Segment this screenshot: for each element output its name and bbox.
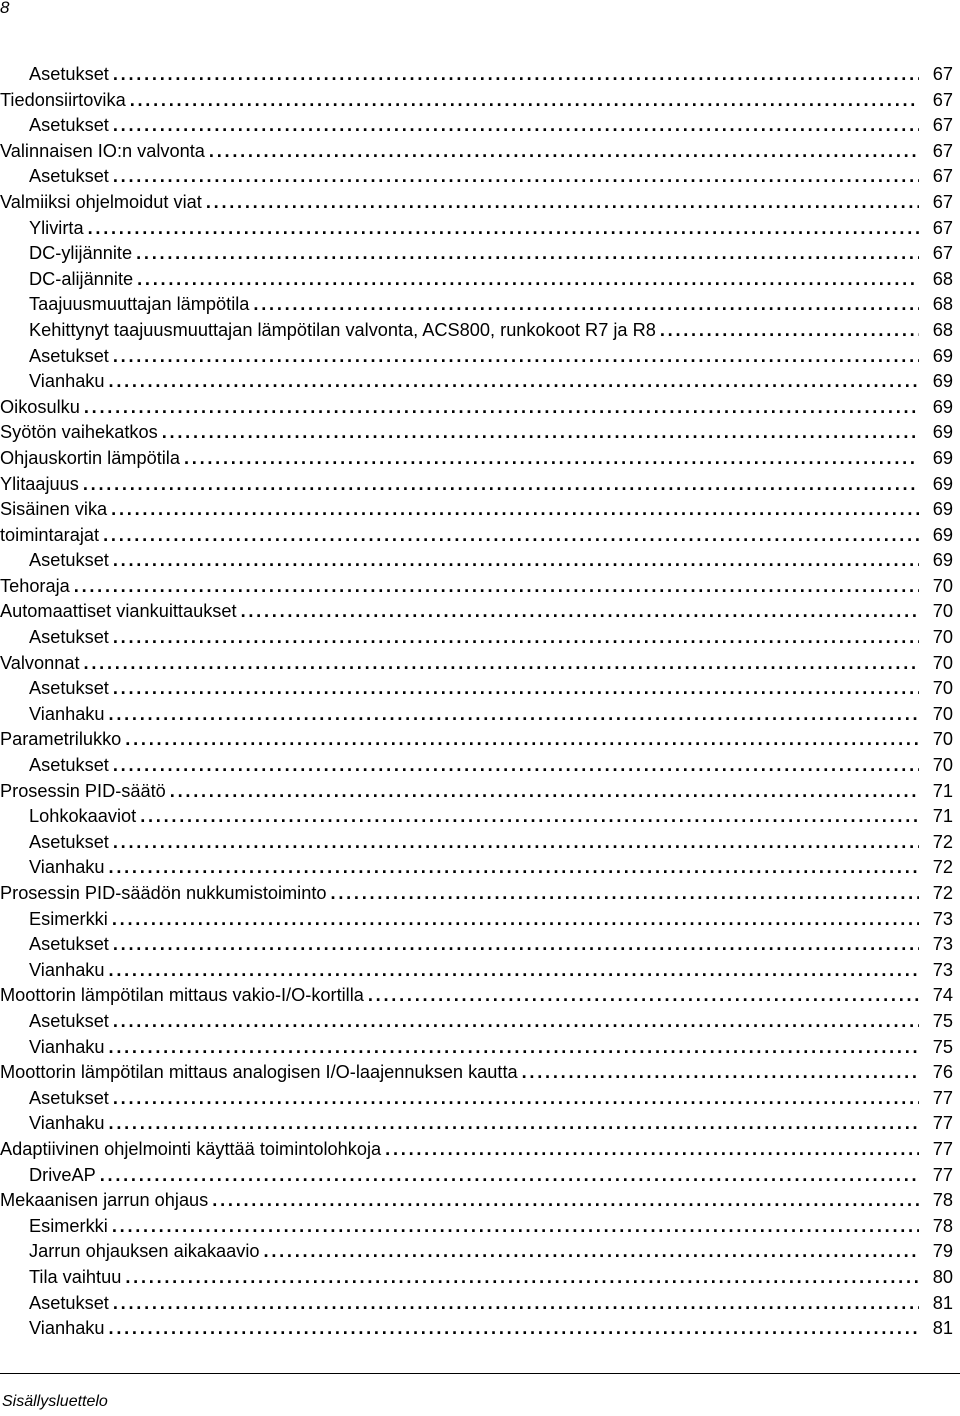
toc-entry-page: 77	[932, 1164, 953, 1185]
dot-leader	[113, 113, 919, 139]
toc-entry[interactable]	[0, 830, 955, 856]
toc-entry-page: 74	[932, 985, 953, 1006]
toc-entry[interactable]	[0, 727, 955, 753]
toc-entry-page: 70	[932, 729, 953, 750]
toc-entry-label: Tiedonsiirtovika	[0, 89, 126, 110]
toc-entry[interactable]	[0, 1111, 955, 1137]
dot-leader	[109, 855, 919, 881]
dot-leader	[130, 88, 919, 114]
toc-entry[interactable]	[0, 804, 955, 830]
dot-leader	[113, 62, 919, 88]
toc-entry-label: Kehittynyt taajuusmuuttajan lämpötilan valvonta, ACS800, runkokoot R7 ja R8	[29, 319, 656, 340]
toc-entry-page: 67	[932, 140, 953, 161]
dot-leader	[113, 753, 919, 779]
toc-entry-label: Ohjauskortin lämpötila	[0, 447, 180, 468]
toc-entry-label: Asetukset	[29, 550, 109, 571]
toc-entry-page: 73	[932, 908, 953, 929]
toc-entry[interactable]	[0, 497, 955, 523]
toc-entry[interactable]	[0, 88, 955, 114]
toc-entry-page: 70	[932, 755, 953, 776]
dot-leader	[84, 395, 919, 421]
dot-leader	[368, 983, 919, 1009]
toc-entry-label: Asetukset	[29, 1292, 109, 1313]
toc-entry-page: 70	[932, 678, 953, 699]
toc-entry[interactable]	[0, 369, 955, 395]
dot-leader	[109, 958, 919, 984]
toc-entry-page: 69	[932, 396, 953, 417]
toc-entry[interactable]	[0, 1137, 955, 1163]
dot-leader	[109, 1035, 919, 1061]
dot-leader	[84, 651, 919, 677]
toc-entry[interactable]	[0, 548, 955, 574]
dot-leader	[113, 164, 919, 190]
toc-entry[interactable]	[0, 625, 955, 651]
dot-leader	[112, 1214, 919, 1240]
toc-entry-label: Esimerkki	[29, 1215, 108, 1236]
toc-entry-page: 75	[932, 1010, 953, 1031]
toc-entry-label: Vianhaku	[29, 1113, 105, 1134]
toc-entry[interactable]	[0, 1214, 955, 1240]
toc-entry-page: 67	[932, 217, 953, 238]
dot-leader	[264, 1239, 919, 1265]
dot-leader	[113, 830, 919, 856]
toc-entry-page: 70	[932, 703, 953, 724]
dot-leader	[113, 625, 919, 651]
toc-entry-label: Vianhaku	[29, 371, 105, 392]
table-of-contents	[0, 62, 955, 1342]
toc-entry[interactable]	[0, 1316, 955, 1342]
toc-entry[interactable]	[0, 1265, 955, 1291]
toc-entry-label: Taajuusmuuttajan lämpötila	[29, 294, 250, 315]
dot-leader	[170, 779, 919, 805]
toc-entry-page: 70	[932, 575, 953, 596]
toc-entry[interactable]	[0, 932, 955, 958]
toc-entry-label: toimintarajat	[0, 524, 100, 545]
toc-entry-page: 72	[932, 831, 953, 852]
toc-entry-label: Tila vaihtuu	[29, 1266, 122, 1287]
toc-entry-label: Vianhaku	[29, 703, 105, 724]
dot-leader	[206, 190, 919, 216]
dot-leader	[111, 497, 919, 523]
dot-leader	[136, 241, 919, 267]
toc-entry[interactable]	[0, 779, 955, 805]
toc-entry-page: 77	[932, 1113, 953, 1134]
toc-entry-label: Mekaanisen jarrun ohjaus	[0, 1190, 209, 1211]
dot-leader	[125, 727, 919, 753]
toc-entry-label: Sisäinen vika	[0, 499, 108, 520]
toc-entry[interactable]	[0, 216, 955, 242]
toc-entry-label: Asetukset	[29, 1087, 109, 1108]
toc-entry-label: Vianhaku	[29, 857, 105, 878]
dot-leader	[241, 599, 919, 625]
dot-leader	[253, 292, 919, 318]
toc-entry-page: 79	[932, 1241, 953, 1262]
dot-leader	[112, 907, 919, 933]
toc-entry-label: Vianhaku	[29, 1036, 105, 1057]
dot-leader	[103, 523, 919, 549]
toc-entry[interactable]	[0, 292, 955, 318]
toc-entry-page: 81	[932, 1292, 953, 1313]
dot-leader	[140, 804, 919, 830]
toc-entry-label: Asetukset	[29, 345, 109, 366]
toc-entry-page: 71	[932, 806, 953, 827]
toc-entry-label: Adaptiivinen ohjelmointi käyttää toimintolohkoja	[0, 1138, 382, 1159]
toc-entry[interactable]	[0, 1188, 955, 1214]
toc-entry-label: Asetukset	[29, 934, 109, 955]
toc-entry[interactable]	[0, 472, 955, 498]
toc-entry[interactable]	[0, 1291, 955, 1317]
dot-leader	[113, 1086, 919, 1112]
toc-entry[interactable]	[0, 1060, 955, 1086]
toc-entry[interactable]	[0, 907, 955, 933]
toc-entry[interactable]	[0, 983, 955, 1009]
toc-entry[interactable]	[0, 1009, 955, 1035]
toc-entry-page: 80	[932, 1266, 953, 1287]
toc-entry-label: Vianhaku	[29, 959, 105, 980]
toc-entry-page: 69	[932, 499, 953, 520]
toc-entry-label: Ylivirta	[29, 217, 84, 238]
toc-entry-page: 69	[932, 473, 953, 494]
footer-divider	[0, 1373, 960, 1374]
toc-entry[interactable]	[0, 1239, 955, 1265]
dot-leader	[212, 1188, 919, 1214]
toc-entry-page: 78	[932, 1215, 953, 1236]
dot-leader	[109, 702, 919, 728]
dot-leader	[162, 420, 919, 446]
toc-entry-page: 69	[932, 422, 953, 443]
toc-entry-page: 68	[932, 268, 953, 289]
toc-entry[interactable]	[0, 62, 955, 88]
toc-entry-label: Prosessin PID-säädön nukkumistoiminto	[0, 883, 327, 903]
toc-entry[interactable]	[0, 958, 955, 984]
dot-leader	[100, 1163, 919, 1189]
dot-leader	[109, 1316, 919, 1342]
toc-entry-page: 69	[932, 447, 953, 468]
toc-entry-page: 75	[932, 1036, 953, 1057]
toc-entry-page: 68	[932, 294, 953, 315]
toc-entry-page: 72	[932, 883, 953, 903]
toc-entry[interactable]	[0, 164, 955, 190]
dot-leader	[209, 139, 919, 165]
toc-entry-label: Valinnaisen IO:n valvonta	[0, 140, 205, 161]
toc-entry[interactable]	[0, 190, 955, 216]
toc-entry-label: Oikosulku	[0, 396, 80, 417]
toc-entry-label: Asetukset	[29, 115, 109, 136]
toc-entry-label: DriveAP	[29, 1164, 96, 1185]
dot-leader	[109, 1111, 919, 1137]
toc-entry-label: DC-ylijännite	[29, 243, 133, 264]
toc-entry[interactable]	[0, 267, 955, 293]
toc-entry-label: Esimerkki	[29, 908, 108, 929]
toc-entry-page: 77	[932, 1138, 953, 1159]
toc-entry-page: 70	[932, 601, 953, 622]
dot-leader	[113, 676, 919, 702]
toc-entry[interactable]	[0, 1163, 955, 1189]
toc-entry[interactable]	[0, 753, 955, 779]
toc-entry-label: Valvonnat	[0, 652, 80, 673]
toc-entry-page: 68	[932, 319, 953, 340]
dot-leader	[113, 1291, 919, 1317]
toc-entry-page: 69	[932, 371, 953, 392]
toc-entry-page: 81	[932, 1318, 953, 1339]
toc-entry-label: Moottorin lämpötilan mittaus analogisen I/O-laajennuksen kautta	[0, 1062, 518, 1083]
toc-entry-label: Tehoraja	[0, 575, 70, 596]
toc-entry-label: Asetukset	[29, 627, 109, 648]
toc-entry[interactable]	[0, 881, 955, 907]
toc-entry[interactable]	[0, 139, 955, 165]
toc-entry-label: Moottorin lämpötilan mittaus vakio-I/O-kortilla	[0, 985, 364, 1006]
toc-entry-page: 70	[932, 652, 953, 673]
toc-entry[interactable]	[0, 1086, 955, 1112]
toc-entry-label: Asetukset	[29, 166, 109, 187]
toc-entry-label: Valmiiksi ohjelmoidut viat	[0, 191, 202, 212]
toc-entry[interactable]	[0, 702, 955, 728]
toc-entry-page: 72	[932, 857, 953, 878]
toc-entry[interactable]	[0, 855, 955, 881]
toc-entry-page: 67	[932, 89, 953, 110]
dot-leader	[88, 216, 919, 242]
toc-entry-page: 69	[932, 550, 953, 571]
toc-entry-page: 70	[932, 627, 953, 648]
toc-entry-label: Asetukset	[29, 1010, 109, 1031]
toc-entry-page: 67	[932, 191, 953, 212]
toc-entry-page: 67	[932, 64, 953, 84]
toc-entry[interactable]	[0, 1035, 955, 1061]
toc-entry[interactable]	[0, 113, 955, 139]
toc-entry-page: 73	[932, 934, 953, 955]
footer-section-title: Sisällysluettelo	[2, 1393, 108, 1410]
dot-leader	[109, 369, 919, 395]
page-number: 8	[0, 0, 10, 17]
toc-entry-label: Automaattiset viankuittaukset	[0, 601, 237, 622]
toc-entry-page: 73	[932, 959, 953, 980]
toc-entry-label: Jarrun ohjauksen aikakaavio	[29, 1241, 260, 1262]
dot-leader	[83, 472, 919, 498]
toc-entry-label: DC-alijännite	[29, 268, 134, 289]
toc-entry[interactable]	[0, 344, 955, 370]
toc-entry-label: Asetukset	[29, 755, 109, 776]
toc-entry-page: 69	[932, 524, 953, 545]
toc-entry-label: Syötön vaihekatkos	[0, 422, 158, 443]
dot-leader	[113, 344, 919, 370]
dot-leader	[184, 446, 919, 472]
dot-leader	[113, 548, 919, 574]
toc-entry[interactable]	[0, 523, 955, 549]
toc-entry-page: 76	[932, 1062, 953, 1083]
toc-entry[interactable]	[0, 574, 955, 600]
toc-entry[interactable]	[0, 395, 955, 421]
toc-entry[interactable]	[0, 318, 955, 344]
dot-leader	[331, 881, 919, 907]
dot-leader	[660, 318, 919, 344]
toc-entry-label: Ylitaajuus	[0, 473, 79, 494]
toc-entry[interactable]	[0, 599, 955, 625]
toc-entry-label: Asetukset	[29, 64, 109, 84]
dot-leader	[522, 1060, 919, 1086]
toc-entry-page: 77	[932, 1087, 953, 1108]
toc-entry-page: 67	[932, 166, 953, 187]
toc-entry[interactable]	[0, 446, 955, 472]
toc-entry-page: 67	[932, 115, 953, 136]
toc-entry-page: 69	[932, 345, 953, 366]
dot-leader	[113, 1009, 919, 1035]
toc-entry[interactable]	[0, 676, 955, 702]
toc-entry-page: 71	[932, 780, 953, 801]
toc-entry-label: Lohkokaaviot	[29, 806, 137, 827]
dot-leader	[74, 574, 919, 600]
toc-entry-label: Asetukset	[29, 678, 109, 699]
toc-entry-page: 78	[932, 1190, 953, 1211]
toc-entry[interactable]	[0, 241, 955, 267]
toc-entry-label: Prosessin PID-säätö	[0, 780, 166, 801]
toc-entry-label: Asetukset	[29, 831, 109, 852]
toc-entry-label: Parametrilukko	[0, 729, 122, 750]
dot-leader	[137, 267, 919, 293]
toc-entry-label: Vianhaku	[29, 1318, 105, 1339]
toc-entry[interactable]	[0, 420, 955, 446]
dot-leader	[125, 1265, 919, 1291]
toc-entry-page: 67	[932, 243, 953, 264]
dot-leader	[113, 932, 919, 958]
toc-entry[interactable]	[0, 651, 955, 677]
dot-leader	[385, 1137, 919, 1163]
